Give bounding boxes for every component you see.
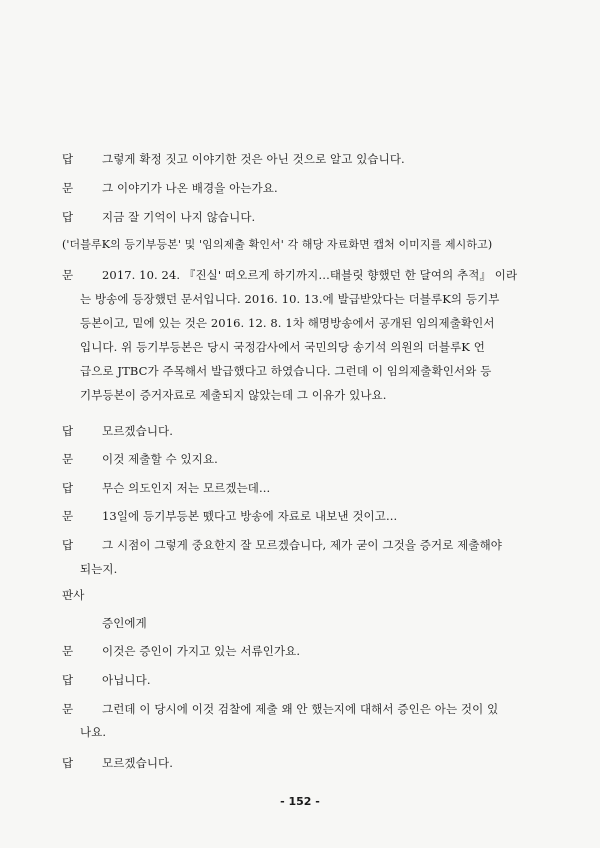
- testimony-line: 그런데 이 당시에 이것 검찰에 제출 왜 안 했는지에 대해서 증인은 아는 것이 있: [102, 702, 499, 716]
- speaker-label: 판사: [62, 588, 85, 602]
- speaker-label: 답: [62, 673, 74, 687]
- speaker-label: 문: [62, 452, 74, 466]
- speaker-label: 문: [62, 644, 74, 658]
- stage-note: ('더블루K의 등기부등본' 및 '임의제출 확인서' 각 해당 자료화면 캡처 이미지를 제시하고): [62, 238, 493, 251]
- testimony-line: 이것 제출할 수 있지요.: [102, 452, 218, 466]
- testimony-line: 그렇게 확정 짓고 이야기한 것은 아닌 것으로 알고 있습니다.: [102, 152, 405, 166]
- testimony-line: 무슨 의도인지 저는 모르겠는데...: [102, 481, 271, 495]
- page-number: - 152 -: [280, 795, 320, 808]
- testimony-line: 지금 잘 기억이 나지 않습니다.: [102, 210, 256, 224]
- testimony-line: 그 시점이 그렇게 중요한지 잘 모르겠습니다, 제가 굳이 그것을 증거로 제출해야: [102, 538, 502, 552]
- testimony-line: 그 이야기가 나온 배경을 아는가요.: [102, 181, 278, 195]
- speaker-label: 답: [62, 481, 74, 495]
- testimony-line: 급으로 JTBC가 주목해서 발급했다고 하였습니다. 그런데 이 임의제출확인서와 등: [80, 364, 492, 378]
- testimony-line: 2017. 10. 24. 『진실' 떠오르게 하기까지…태블릿 향했던 한 달여의 추적』 이라: [102, 268, 518, 282]
- speaker-label: 문: [62, 702, 74, 716]
- speaker-label: 답: [62, 756, 74, 770]
- speaker-label: 문: [62, 509, 74, 523]
- speaker-label: 문: [62, 181, 74, 195]
- testimony-line: 되는지.: [80, 562, 118, 576]
- testimony-line: 기부등본이 증거자료로 제출되지 않았는데 그 이유가 있나요.: [80, 388, 387, 402]
- testimony-line: 입니다. 위 등기부등본은 당시 국정감사에서 국민의당 송기석 의원의 더블루K 언: [80, 340, 485, 354]
- testimony-line: 아닙니다.: [102, 673, 151, 687]
- addressee-line: 증인에게: [102, 616, 147, 630]
- speaker-label: 답: [62, 210, 74, 224]
- testimony-line: 는 방송에 등장했던 문서입니다. 2016. 10. 13.에 발급받았다는 더블루K의 등기부: [80, 292, 500, 306]
- testimony-line: 나요.: [80, 725, 107, 739]
- testimony-line: 등본이고, 밑에 있는 것은 2016. 12. 8. 1차 해명방송에서 공개된 임의제출확인서: [80, 316, 495, 330]
- speaker-label: 답: [62, 152, 74, 166]
- testimony-line: 모르겠습니다.: [102, 756, 174, 770]
- testimony-line: 13일에 등기부등본 뗐다고 방송에 자료로 내보낸 것이고...: [102, 509, 398, 523]
- speaker-label: 답: [62, 538, 74, 552]
- testimony-line: 이것은 증인이 가지고 있는 서류인가요.: [102, 644, 301, 658]
- testimony-line: 모르겠습니다.: [102, 424, 174, 438]
- speaker-label: 답: [62, 424, 74, 438]
- speaker-label: 문: [62, 268, 74, 282]
